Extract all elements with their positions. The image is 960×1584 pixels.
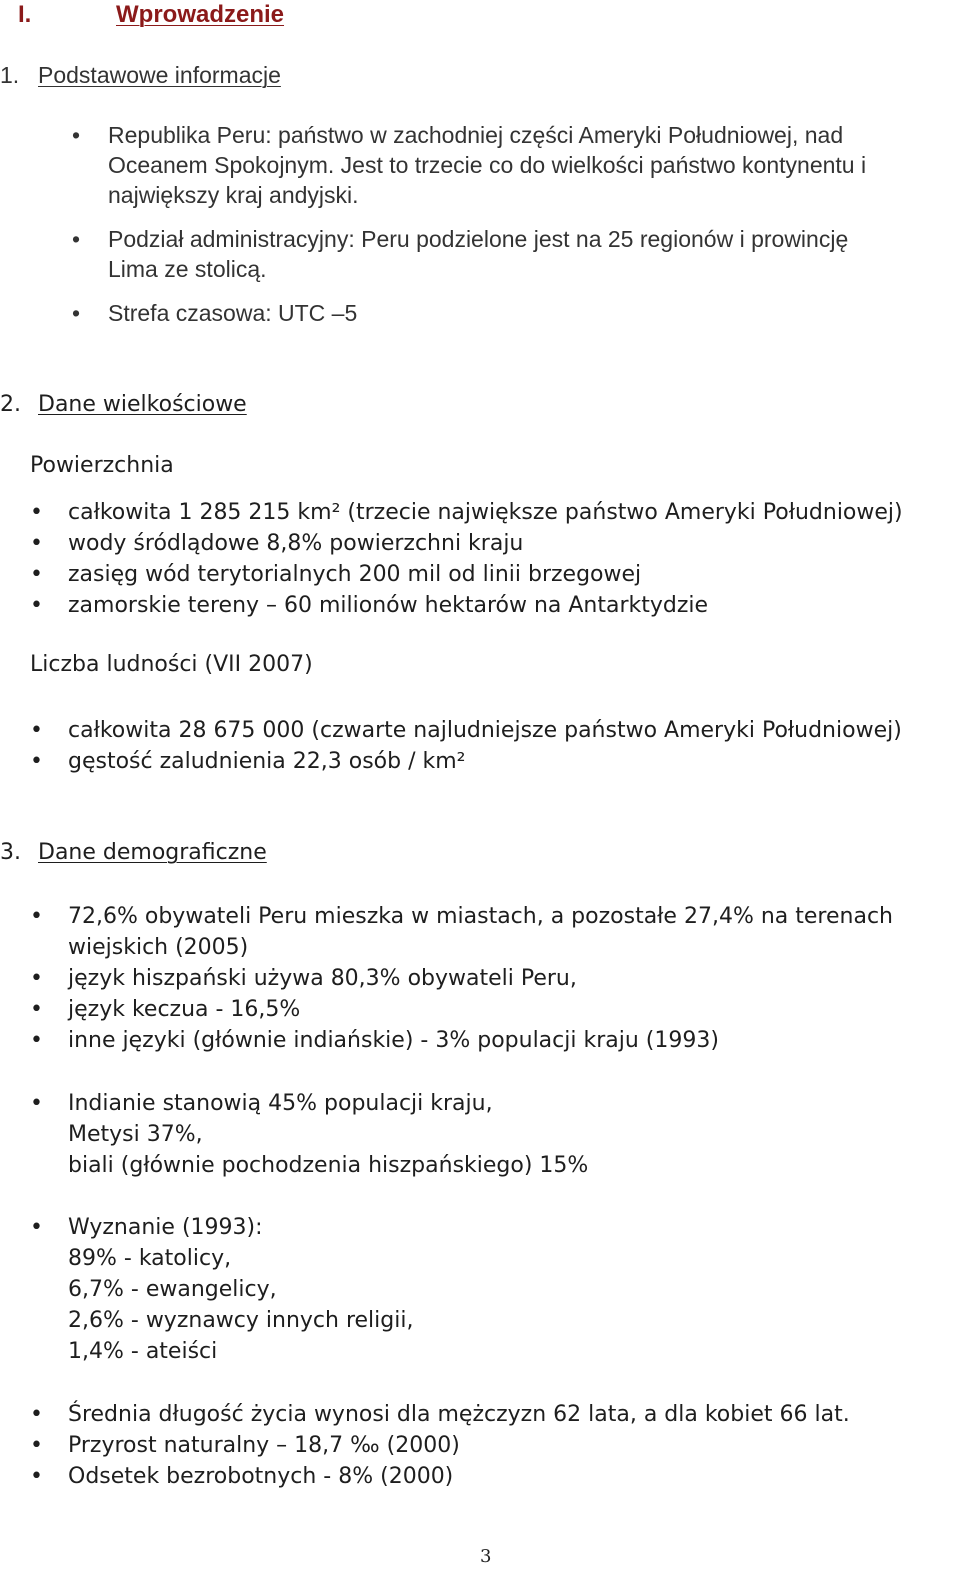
list-item [30, 994, 956, 1025]
bullet-icon: • [30, 749, 43, 774]
bullet-icon: • [30, 531, 43, 556]
list-item-text: zasięg wód terytorialnych 200 mil od linii brzegowej [68, 562, 642, 587]
bullet-icon: • [30, 1464, 43, 1489]
list-item-line: język keczua - 16,5% [68, 997, 301, 1022]
page-number: 3 [480, 1546, 492, 1567]
area-label: Powierzchnia [30, 453, 174, 478]
list-item-line: Przyrost naturalny – 18,7 ‰ (2000) [68, 1433, 460, 1458]
chapter-title: Wprowadzenie [116, 1, 285, 28]
section-2-number: 2. [0, 392, 21, 417]
chapter-number: I. [18, 1, 32, 28]
list-item-line: Odsetek bezrobotnych - 8% (2000) [68, 1464, 454, 1489]
demographics-list-1 [30, 901, 956, 1056]
list-item-line: 72,6% obywateli Peru mieszka w miastach, a pozostałe 27,4% na terenach [68, 904, 893, 929]
list-item-line: Republika Peru: państwo w zachodniej części Ameryki Południowej, nad [108, 122, 844, 148]
list-item-text: całkowita 1 285 215 km² (trzecie największe państwo Ameryki Południowej) [68, 500, 903, 525]
list-item-line: wiejskich (2005) [68, 935, 249, 960]
list-item-line: inne języki (głównie indiańskie) - 3% populacji kraju (1993) [68, 1028, 719, 1053]
list-item [72, 120, 956, 210]
bullet-icon: • [30, 1091, 43, 1116]
bullet-icon: • [30, 1402, 43, 1427]
list-item-line: Metysi 37%, [68, 1122, 203, 1147]
list-item-line: największy kraj andyjski. [108, 182, 359, 208]
bullet-icon: • [30, 562, 43, 587]
list-item-text: całkowita 28 675 000 (czwarte najludniejsze państwo Ameryki Południowej) [68, 718, 902, 743]
list-item-line: Oceanem Spokojnym. Jest to trzecie co do wielkości państwo kontynentu i [108, 152, 867, 178]
list-item-line: język hiszpański używa 80,3% obywateli Peru, [68, 966, 577, 991]
list-item-line: 2,6% - wyznawcy innych religii, [68, 1308, 414, 1333]
bullet-icon: • [72, 300, 81, 326]
list-item [30, 1461, 956, 1492]
list-item [30, 590, 956, 621]
section-1-title: Podstawowe informacje [38, 62, 281, 88]
list-item-text: gęstość zaludnienia 22,3 osób / km² [68, 749, 466, 774]
section-3-number: 3. [0, 840, 21, 865]
bullet-icon: • [30, 718, 43, 743]
religion-list [30, 1212, 956, 1367]
section-3-title: Dane demograficzne [38, 840, 267, 865]
section-2-title: Dane wielkościowe [38, 392, 247, 417]
list-item-line: Strefa czasowa: UTC –5 [108, 300, 358, 326]
area-list [30, 497, 956, 621]
list-item-line: 89% - katolicy, [68, 1246, 232, 1271]
list-item [72, 298, 956, 328]
bullet-icon: • [30, 966, 43, 991]
list-item [30, 559, 956, 590]
list-item [30, 746, 956, 777]
list-item-line: Lima ze stolicą. [108, 256, 267, 282]
list-item [30, 1025, 956, 1056]
list-item-line: 6,7% - ewangelicy, [68, 1277, 277, 1302]
list-item [30, 715, 956, 746]
list-item [30, 528, 956, 559]
bullet-icon: • [30, 904, 43, 929]
bullet-icon: • [72, 226, 81, 252]
bullet-icon: • [30, 1433, 43, 1458]
list-item-line: biali (głównie pochodzenia hiszpańskiego) 15% [68, 1153, 589, 1178]
bullet-icon: • [30, 997, 43, 1022]
demographics-list-2 [30, 1088, 956, 1181]
population-list [30, 715, 956, 777]
list-item-line: Podział administracyjny: Peru podzielone jest na 25 regionów i prowincję [108, 226, 849, 252]
list-item [30, 901, 956, 963]
list-item [30, 1399, 956, 1430]
bullet-icon: • [30, 500, 43, 525]
list-item [30, 1088, 956, 1181]
bullet-icon: • [30, 1215, 43, 1240]
demographics-list-3 [30, 1399, 956, 1492]
bullet-icon: • [72, 122, 81, 148]
list-item-text: zamorskie tereny – 60 milionów hektarów na Antarktydzie [68, 593, 709, 618]
bullet-icon: • [30, 1028, 43, 1053]
list-item [30, 1212, 956, 1367]
list-item-line: Średnia długość życia wynosi dla mężczyzn 62 lata, a dla kobiet 66 lat. [68, 1402, 850, 1427]
list-item-line: 1,4% - ateiści [68, 1339, 218, 1364]
section-1-number: 1. [0, 62, 20, 88]
section-1-list [72, 120, 956, 342]
bullet-icon: • [30, 593, 43, 618]
list-item-text: wody śródlądowe 8,8% powierzchni kraju [68, 531, 524, 556]
list-item [30, 497, 956, 528]
list-item-line: Indianie stanowią 45% populacji kraju, [68, 1091, 493, 1116]
list-item [30, 963, 956, 994]
list-item [30, 1430, 956, 1461]
population-label: Liczba ludności (VII 2007) [30, 652, 313, 677]
list-item-line: Wyznanie (1993): [68, 1215, 263, 1240]
list-item [72, 224, 956, 284]
